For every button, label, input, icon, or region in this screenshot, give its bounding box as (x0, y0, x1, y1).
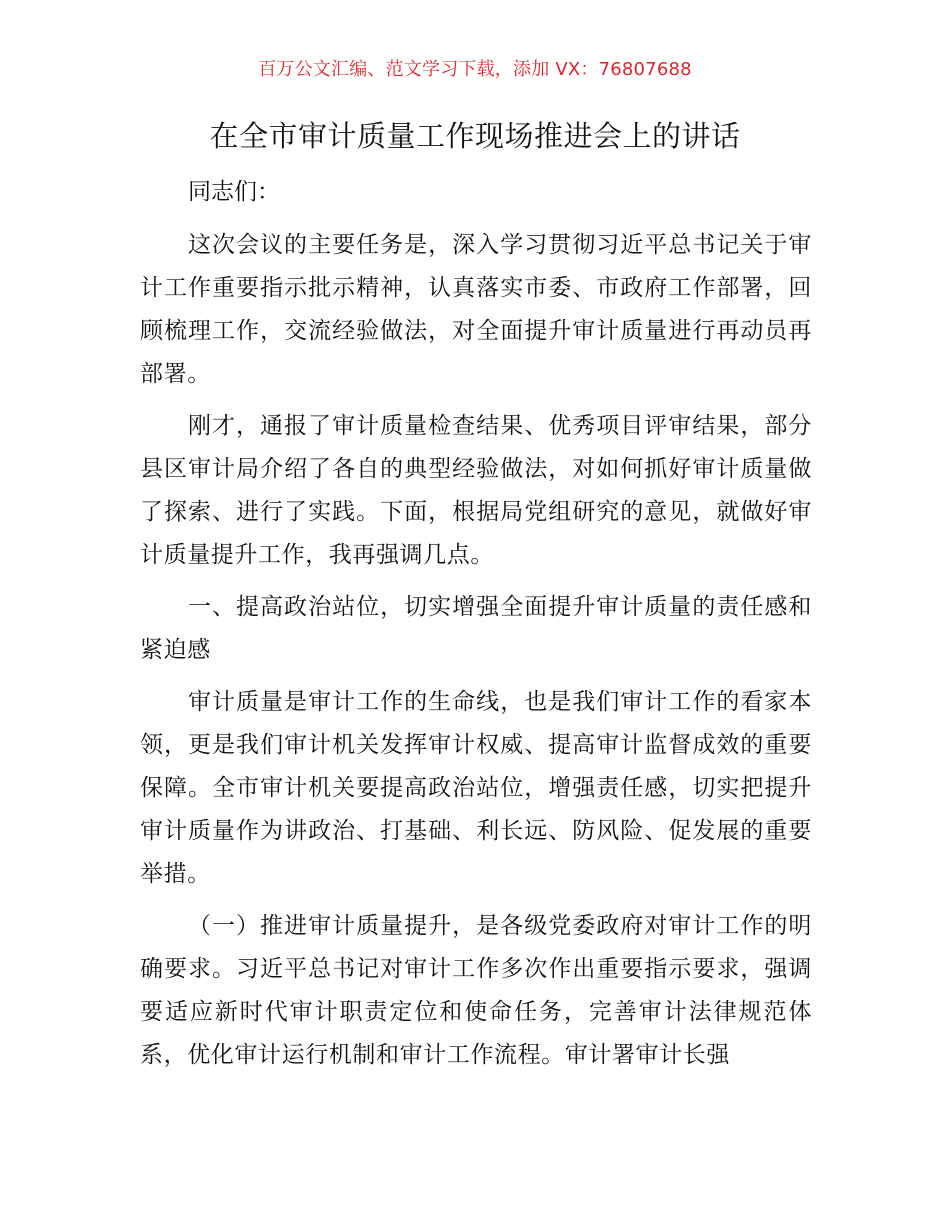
paragraph-3: 审计质量是审计工作的生命线，也是我们审计工作的看家本领，更是我们审计机关发挥审计权威、提高审计监督成效的重要保障。全市审计机关要提高政治站位，增强责任感，切实把提升审计质量作为讲政治、打基础、利长远、防风险、促发展的重要举措。 (140, 689, 812, 887)
paragraph-2: 刚才，通报了审计质量检查结果、优秀项目评审结果，部分县区审计局介绍了各自的典型经验做法，对如何抓好审计质量做了探索、进行了实践。下面，根据局党组研究的意见，就做好审计质量提升工作，我再强调几点。 (140, 413, 812, 568)
document-body (140, 172, 812, 1086)
paragraph-4: （一）推进审计质量提升，是各级党委政府对审计工作的明确要求。习近平总书记对审计工作多次作出重要指示要求，强调要适应新时代审计职责定位和使命任务，完善审计法律规范体系，优化审计运行机制和审计工作流程。审计署审计长强 (140, 913, 812, 1068)
section-heading-1: 一、提高政治站位，切实增强全面提升审计质量的责任感和紧迫感 (140, 594, 812, 663)
salutation: 同志们： (188, 179, 280, 205)
header-watermark-note: 百万公文汇编、范文学习下载，添加 VX：76807688 (258, 59, 692, 80)
document-title: 在全市审计质量工作现场推进会上的讲话 (209, 119, 741, 153)
paragraph-1: 这次会议的主要任务是，深入学习贯彻习近平总书记关于审计工作重要指示批示精神，认真落实市委、市政府工作部署，回顾梳理工作，交流经验做法，对全面提升审计质量进行再动员再部署。 (140, 232, 812, 387)
